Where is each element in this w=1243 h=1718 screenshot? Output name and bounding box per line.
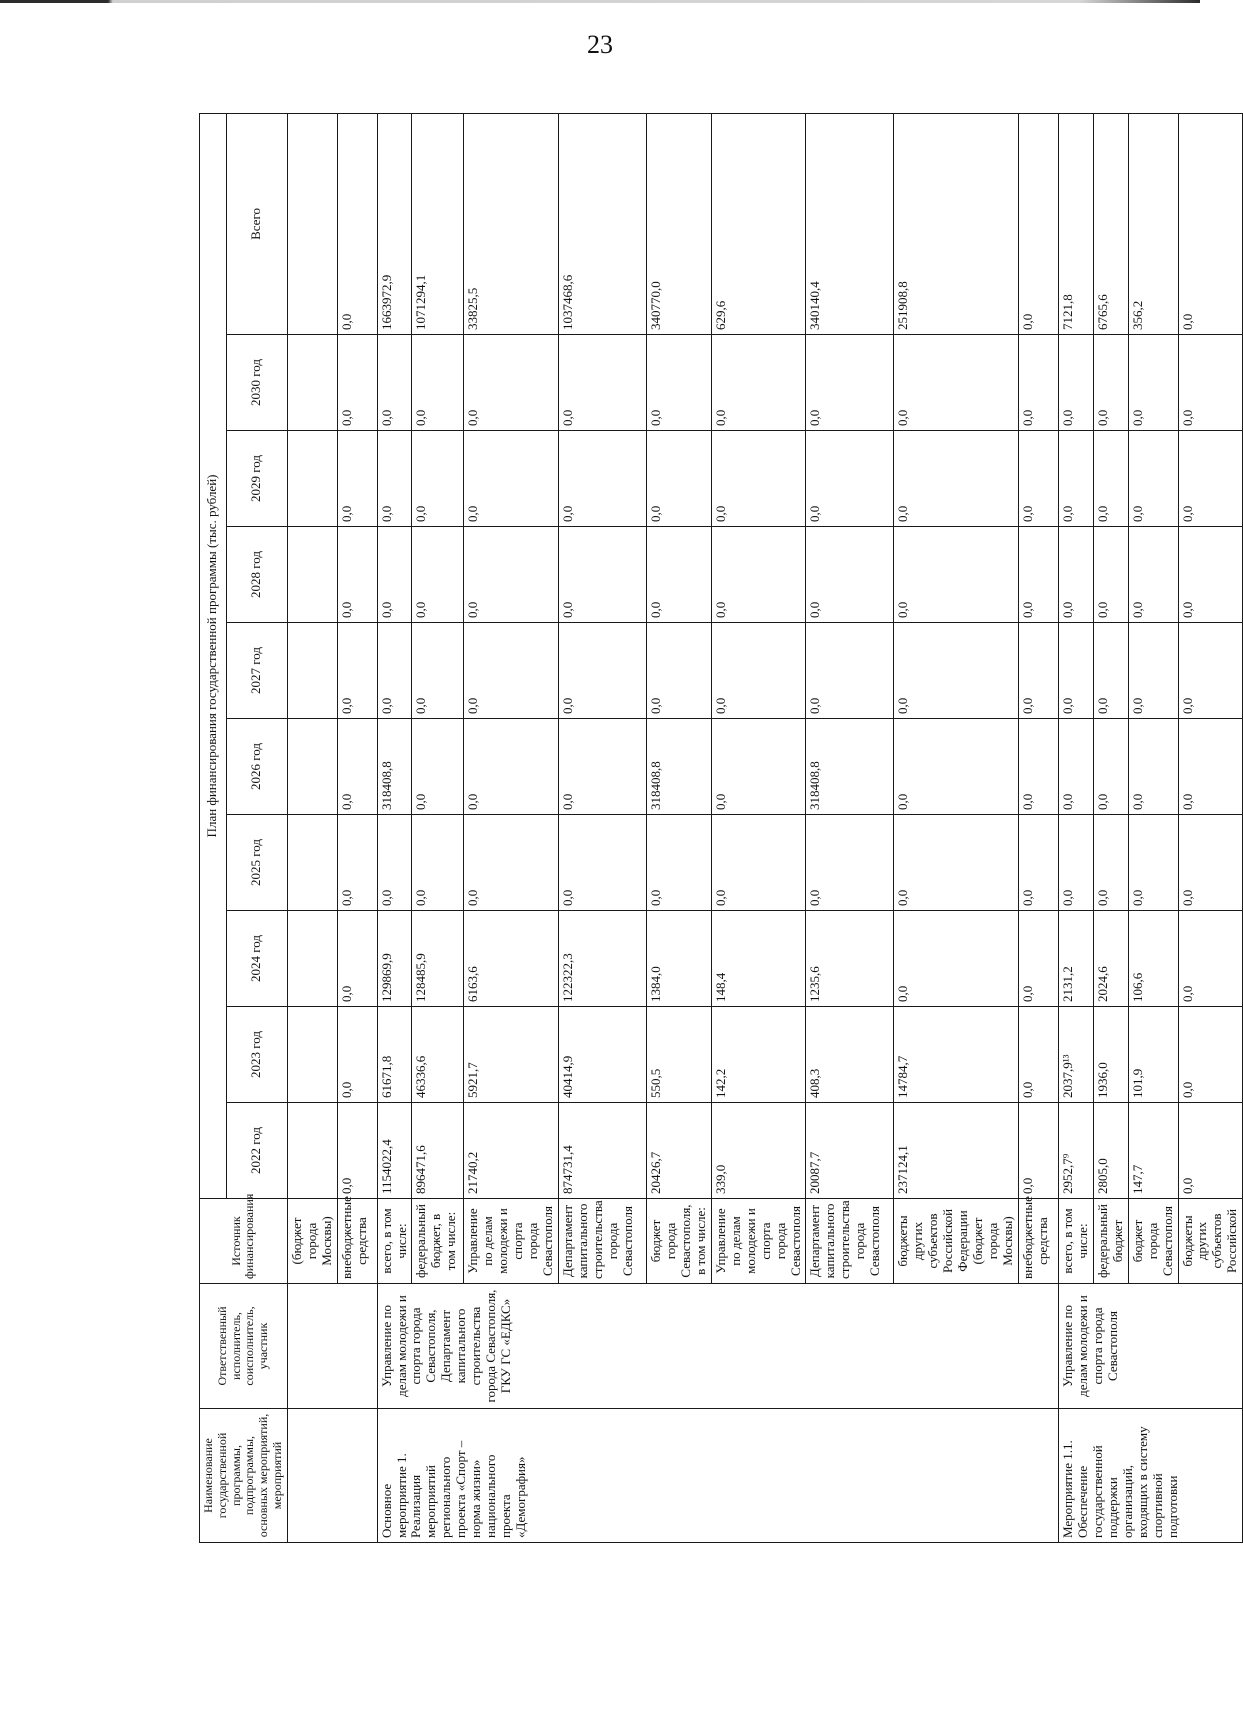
name-cell: Мероприятие 1.1. Обеспечение государственной поддержки организаций, входящих в систему спортивной подготовки (1058, 1409, 1242, 1543)
value-cell: 0,0 (894, 431, 1019, 527)
value-cell: 0,0 (1058, 527, 1093, 623)
value-cell: 7121,8 (1058, 113, 1093, 334)
value-cell: 0,0 (337, 335, 377, 431)
value-cell: 101,9 (1128, 1007, 1178, 1103)
value-cell: 0,0 (1018, 719, 1058, 815)
value-cell: 0,0 (1058, 815, 1093, 911)
page-number: 23 (587, 30, 613, 59)
table-body (287, 113, 1243, 1542)
value-cell: 6163,6 (464, 911, 559, 1007)
value-cell: 0,0 (377, 527, 412, 623)
value-cell: 0,0 (412, 431, 464, 527)
value-cell (287, 719, 337, 815)
table-row (287, 113, 337, 1542)
header-year: 2030 год (226, 335, 287, 431)
value-cell: 147,7 (1128, 1103, 1178, 1199)
source-cell: всего, в том числе: (377, 1199, 412, 1284)
value-cell (287, 911, 337, 1007)
header-year: 2025 год (226, 815, 287, 911)
value-cell: 1663972,9 (377, 113, 412, 334)
value-cell: 1384,0 (647, 911, 712, 1007)
value-cell: 0,0 (559, 719, 647, 815)
value-cell (287, 815, 337, 911)
value-cell: 0,0 (1058, 719, 1093, 815)
value-cell: 0,0 (806, 623, 894, 719)
value-cell: 20087,7 (806, 1103, 894, 1199)
source-cell: Управление по делам молодежи и спорта города Севастополя (464, 1199, 559, 1284)
value-cell (287, 431, 337, 527)
value-cell: 0,0 (559, 335, 647, 431)
header-name: Наименование государственной программы, подпрограммы, основных мероприятий, мероприятий (200, 1409, 288, 1543)
executor-cell: Управление по делам молодежи и спорта города Севастополя (1058, 1284, 1242, 1409)
value-cell: 0,0 (464, 431, 559, 527)
value-cell: 318408,8 (806, 719, 894, 815)
value-cell: 0,0 (377, 431, 412, 527)
value-cell: 0,0 (1058, 335, 1093, 431)
value-cell: 0,0 (806, 527, 894, 623)
value-cell: 0,0 (1093, 719, 1128, 815)
value-cell: 2037,9¹³ (1058, 1007, 1093, 1103)
value-cell: 0,0 (1178, 1007, 1243, 1103)
value-cell: 0,0 (1018, 335, 1058, 431)
value-cell: 0,0 (647, 431, 712, 527)
value-cell: 318408,8 (647, 719, 712, 815)
value-cell: 874731,4 (559, 1103, 647, 1199)
value-cell: 0,0 (1018, 527, 1058, 623)
value-cell: 0,0 (337, 1007, 377, 1103)
value-cell: 0,0 (711, 335, 806, 431)
value-cell: 0,0 (1178, 815, 1243, 911)
value-cell: 0,0 (806, 335, 894, 431)
value-cell: 0,0 (1178, 431, 1243, 527)
value-cell: 0,0 (1178, 719, 1243, 815)
value-cell: 1235,6 (806, 911, 894, 1007)
value-cell: 0,0 (337, 719, 377, 815)
value-cell: 2024,6 (1093, 911, 1128, 1007)
value-cell: 122322,3 (559, 911, 647, 1007)
value-cell: 33825,5 (464, 113, 559, 334)
value-cell: 0,0 (1018, 623, 1058, 719)
value-cell: 0,0 (1093, 527, 1128, 623)
value-cell: 0,0 (647, 335, 712, 431)
value-cell: 340770,0 (647, 113, 712, 334)
value-cell: 0,0 (1018, 815, 1058, 911)
value-cell: 0,0 (647, 527, 712, 623)
name-cell (287, 1409, 377, 1543)
source-cell: Департамент капитального строительства города Севастополя (559, 1199, 647, 1284)
table-row (377, 113, 412, 1542)
value-cell: 0,0 (1128, 335, 1178, 431)
value-cell: 0,0 (806, 815, 894, 911)
value-cell: 0,0 (1128, 431, 1178, 527)
executor-cell: Управление по делам молодежи и спорта города Севастополя, Департамент капитального строительства города Севастополя, ГКУ ГС «ЕДКС» (377, 1284, 1058, 1409)
header-executor: Ответственный исполнитель, соисполнитель, участник (200, 1284, 288, 1409)
rotated-table (199, 118, 1240, 1543)
value-cell: 0,0 (894, 911, 1019, 1007)
value-cell (287, 1103, 337, 1199)
value-cell: 0,0 (464, 623, 559, 719)
value-cell: 20426,7 (647, 1103, 712, 1199)
source-cell: федеральный бюджет (1093, 1199, 1128, 1284)
value-cell: 0,0 (464, 335, 559, 431)
value-cell: 0,0 (1128, 719, 1178, 815)
value-cell: 46336,6 (412, 1007, 464, 1103)
value-cell: 408,3 (806, 1007, 894, 1103)
source-cell: Департамент капитального строительства города Севастополя (806, 1199, 894, 1284)
value-cell: 0,0 (1178, 335, 1243, 431)
header-total: Всего (226, 113, 287, 334)
value-cell: 5921,7 (464, 1007, 559, 1103)
value-cell: 0,0 (894, 335, 1019, 431)
header-year: 2027 год (226, 623, 287, 719)
value-cell: 0,0 (559, 527, 647, 623)
value-cell: 251908,8 (894, 113, 1019, 334)
value-cell (287, 527, 337, 623)
source-cell: (бюджет города Москвы) (287, 1199, 337, 1284)
value-cell: 0,0 (1128, 527, 1178, 623)
value-cell: 0,0 (1058, 623, 1093, 719)
value-cell: 0,0 (412, 719, 464, 815)
value-cell: 14784,7 (894, 1007, 1019, 1103)
value-cell (287, 1007, 337, 1103)
value-cell: 340140,4 (806, 113, 894, 334)
value-cell: 0,0 (1093, 335, 1128, 431)
value-cell: 148,4 (711, 911, 806, 1007)
value-cell: 0,0 (647, 815, 712, 911)
value-cell: 1037468,6 (559, 113, 647, 334)
value-cell: 106,6 (1128, 911, 1178, 1007)
value-cell: 0,0 (1178, 113, 1243, 334)
value-cell: 0,0 (337, 431, 377, 527)
source-cell: федеральный бюджет, в том числе: (412, 1199, 464, 1284)
value-cell: 0,0 (412, 335, 464, 431)
value-cell: 0,0 (1018, 113, 1058, 334)
value-cell: 0,0 (412, 623, 464, 719)
value-cell: 21740,2 (464, 1103, 559, 1199)
source-cell: бюджеты других субъектов Российской (1178, 1199, 1243, 1284)
value-cell: 0,0 (412, 527, 464, 623)
value-cell: 0,0 (1128, 623, 1178, 719)
value-cell: 61671,8 (377, 1007, 412, 1103)
source-cell: Управление по делам молодежи и спорта города Севастополя (711, 1199, 806, 1284)
header-year: 2029 год (226, 431, 287, 527)
header-year: 2022 год (226, 1103, 287, 1199)
value-cell: 0,0 (559, 431, 647, 527)
value-cell: 40414,9 (559, 1007, 647, 1103)
source-cell: всего, в том числе: (1058, 1199, 1093, 1284)
value-cell: 0,0 (337, 527, 377, 623)
financing-table (199, 113, 1243, 1543)
value-cell: 0,0 (1128, 815, 1178, 911)
value-cell: 0,0 (1178, 1103, 1243, 1199)
header-year: 2023 год (226, 1007, 287, 1103)
value-cell: 142,2 (711, 1007, 806, 1103)
value-cell: 128485,9 (412, 911, 464, 1007)
value-cell: 0,0 (337, 623, 377, 719)
value-cell: 0,0 (377, 335, 412, 431)
value-cell: 0,0 (711, 431, 806, 527)
value-cell: 0,0 (559, 623, 647, 719)
value-cell: 0,0 (377, 815, 412, 911)
value-cell: 318408,8 (377, 719, 412, 815)
value-cell: 2952,7⁹ (1058, 1103, 1093, 1199)
value-cell: 0,0 (806, 431, 894, 527)
table-header (200, 113, 288, 1542)
value-cell: 0,0 (711, 815, 806, 911)
value-cell: 0,0 (1178, 623, 1243, 719)
value-cell: 1071294,1 (412, 113, 464, 334)
value-cell: 0,0 (1178, 911, 1243, 1007)
header-year: 2028 год (226, 527, 287, 623)
header-plan: План финансирования государственной программы (тыс. рублей) (200, 113, 227, 1198)
value-cell: 0,0 (337, 1103, 377, 1199)
value-cell: 0,0 (1018, 911, 1058, 1007)
value-cell: 0,0 (1093, 431, 1128, 527)
value-cell: 0,0 (711, 719, 806, 815)
value-cell: 0,0 (1093, 815, 1128, 911)
value-cell: 0,0 (559, 815, 647, 911)
value-cell: 0,0 (337, 911, 377, 1007)
table-row (1058, 113, 1093, 1542)
header-year: 2026 год (226, 719, 287, 815)
value-cell: 1936,0 (1093, 1007, 1128, 1103)
value-cell: 0,0 (412, 815, 464, 911)
value-cell: 0,0 (464, 719, 559, 815)
value-cell (287, 113, 337, 334)
value-cell: 0,0 (1018, 431, 1058, 527)
value-cell: 0,0 (337, 815, 377, 911)
value-cell: 0,0 (1058, 431, 1093, 527)
header-year: 2024 год (226, 911, 287, 1007)
value-cell: 129869,9 (377, 911, 412, 1007)
value-cell: 0,0 (464, 815, 559, 911)
value-cell: 1154022,4 (377, 1103, 412, 1199)
value-cell: 0,0 (894, 719, 1019, 815)
value-cell: 0,0 (711, 623, 806, 719)
name-cell: Основное мероприятие 1. Реализация мероприятий регионального проекта «Спорт – норма жизни» национального проекта «Демография» (377, 1409, 1058, 1543)
value-cell: 339,0 (711, 1103, 806, 1199)
source-cell: бюджет города Севастополя (1128, 1199, 1178, 1284)
value-cell: 237124,1 (894, 1103, 1019, 1199)
source-cell: внебюджетные средства (1018, 1199, 1058, 1284)
value-cell: 356,2 (1128, 113, 1178, 334)
value-cell (287, 335, 337, 431)
value-cell: 0,0 (1018, 1007, 1058, 1103)
source-cell: бюджет города Севастополя, в том числе: (647, 1199, 712, 1284)
value-cell: 629,6 (711, 113, 806, 334)
value-cell: 0,0 (1093, 623, 1128, 719)
value-cell: 0,0 (464, 527, 559, 623)
value-cell: 896471,6 (412, 1103, 464, 1199)
value-cell (287, 623, 337, 719)
executor-cell (287, 1284, 377, 1409)
value-cell: 0,0 (377, 623, 412, 719)
source-cell: внебюджетные средства (337, 1199, 377, 1284)
value-cell: 0,0 (894, 527, 1019, 623)
value-cell: 2805,0 (1093, 1103, 1128, 1199)
value-cell: 6765,6 (1093, 113, 1128, 334)
header-source: Источник финансирования (200, 1199, 288, 1284)
value-cell: 2131,2 (1058, 911, 1093, 1007)
value-cell: 0,0 (711, 527, 806, 623)
value-cell: 0,0 (1178, 527, 1243, 623)
top-scan-rule (0, 0, 1200, 3)
value-cell: 0,0 (894, 623, 1019, 719)
value-cell: 550,5 (647, 1007, 712, 1103)
value-cell: 0,0 (337, 113, 377, 334)
value-cell: 0,0 (1018, 1103, 1058, 1199)
source-cell: бюджеты других субъектов Российской Федерации (бюджет города Москвы) (894, 1199, 1019, 1284)
value-cell: 0,0 (894, 815, 1019, 911)
value-cell: 0,0 (647, 623, 712, 719)
